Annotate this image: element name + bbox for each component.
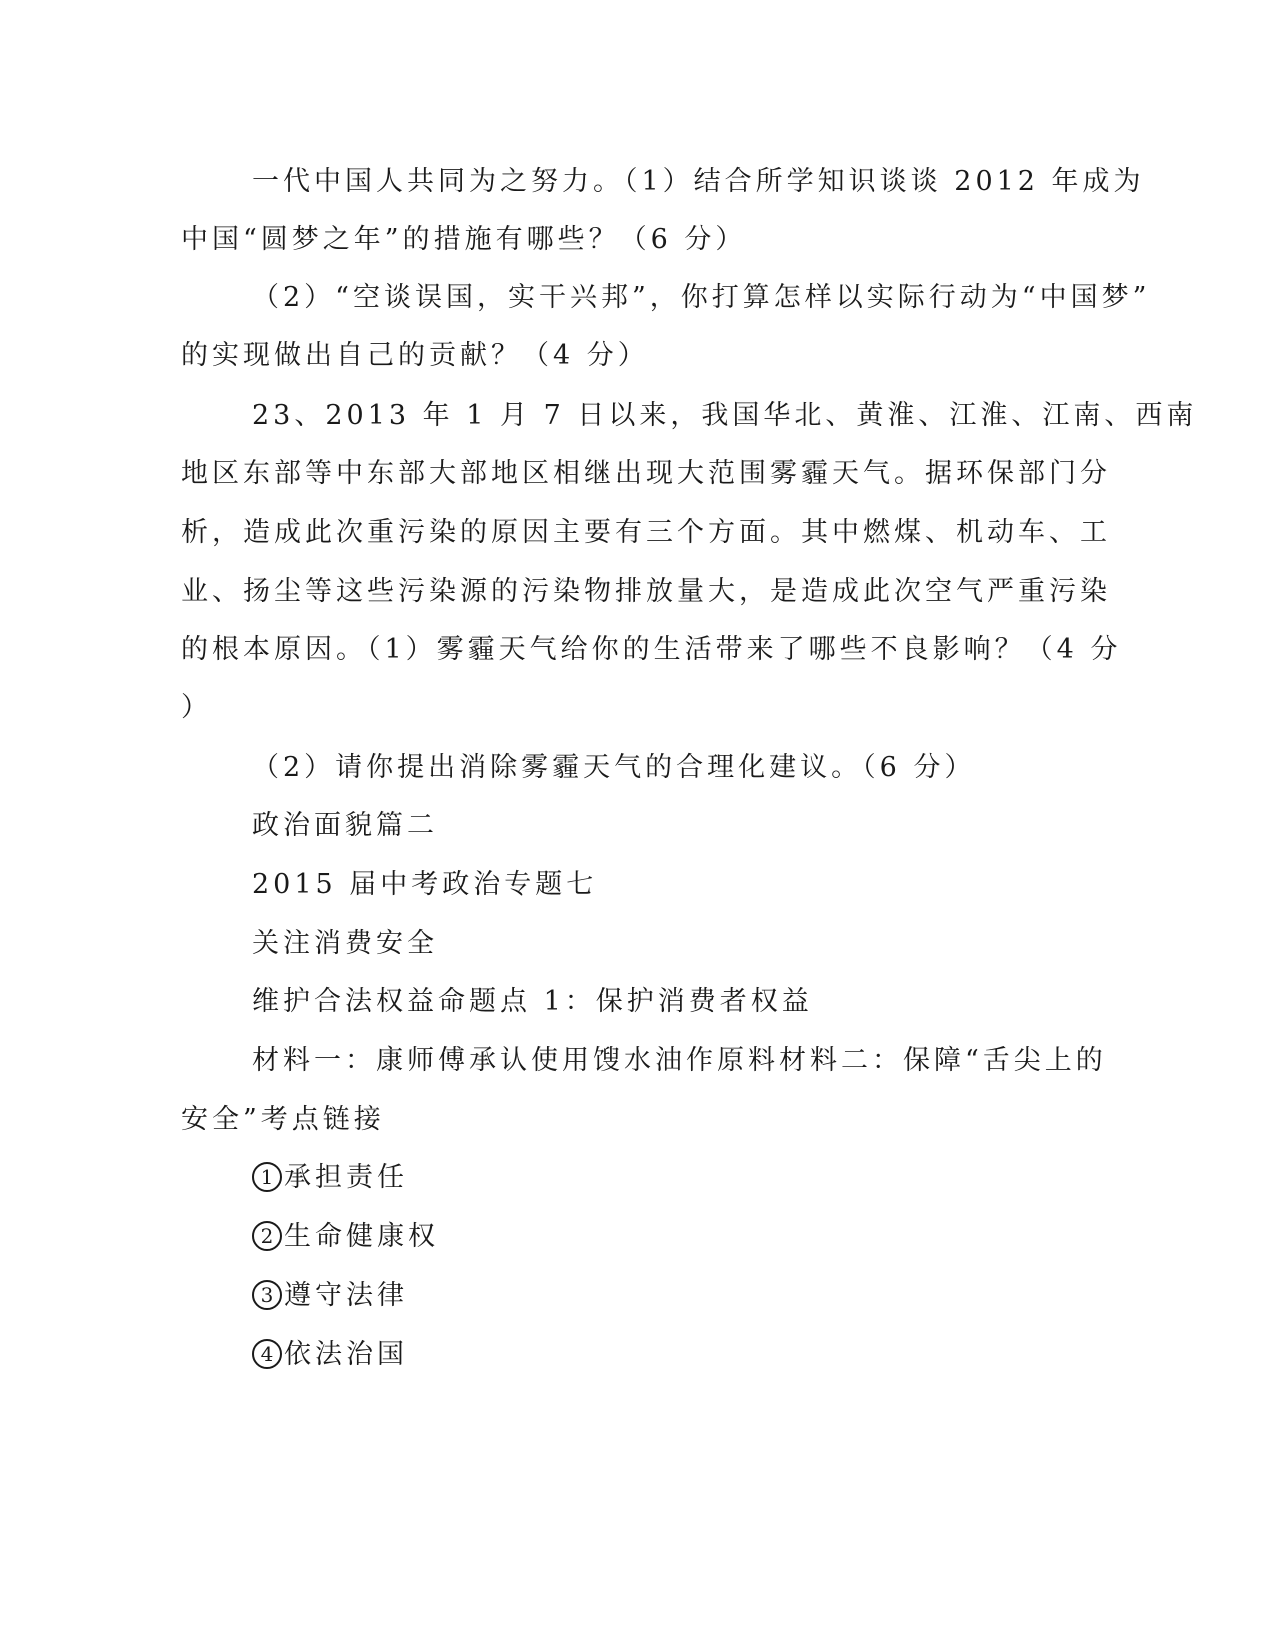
paragraph-line: ） [181,692,212,723]
list-item [252,1220,439,1254]
list-item-text: 承担责任 [284,1162,408,1193]
paragraph-line: 安全”考点链接 [181,1104,385,1135]
circled-number: 3 [252,1280,282,1310]
section-heading: 关注消费安全 [252,928,438,959]
paragraph-line: 材料一：康师傅承认使用馊水油作原料材料二：保障“舌尖上的 [252,1045,1107,1076]
circled-number: 1 [252,1162,282,1192]
circled-number: 4 [252,1339,282,1369]
list-item [252,1338,408,1372]
paragraph-line: 地区东部等中东部大部地区相继出现大范围雾霾天气。据环保部门分 [181,458,1111,489]
paragraph-line: 23、2013 年 1 月 7 日以来，我国华北、黄淮、江淮、江南、西南 [252,400,1198,431]
paragraph-line: （2）请你提出消除雾霾天气的合理化建议。（6 分） [252,752,976,783]
list-item-text: 生命健康权 [284,1221,439,1252]
section-heading: 2015 届中考政治专题七 [252,869,598,900]
list-item [252,1279,408,1313]
paragraph-line: 业、扬尘等这些污染源的污染物排放量大，是造成此次空气严重污染 [181,576,1111,607]
paragraph-line: 维护合法权益命题点 1：保护消费者权益 [252,986,813,1017]
paragraph-line: 中国“圆梦之年”的措施有哪些？（6 分） [181,224,747,255]
paragraph-line: 一代中国人共同为之努力。（1）结合所学知识谈谈 2012 年成为 [252,166,1145,197]
paragraph-line: 析，造成此次重污染的原因主要有三个方面。其中燃煤、机动车、工 [181,517,1111,548]
circled-number: 2 [252,1221,282,1251]
list-item-text: 依法治国 [284,1339,408,1370]
paragraph-line: （2）“空谈误国，实干兴邦”，你打算怎样以实际行动为“中国梦” [252,282,1151,313]
list-item [252,1161,408,1195]
paragraph-line: 的根本原因。（1）雾霾天气给你的生活带来了哪些不良影响？（4 分 [181,634,1122,665]
section-heading: 政治面貌篇二 [252,810,438,841]
paragraph-line: 的实现做出自己的贡献？（4 分） [181,340,649,371]
list-item-text: 遵守法律 [284,1280,408,1311]
